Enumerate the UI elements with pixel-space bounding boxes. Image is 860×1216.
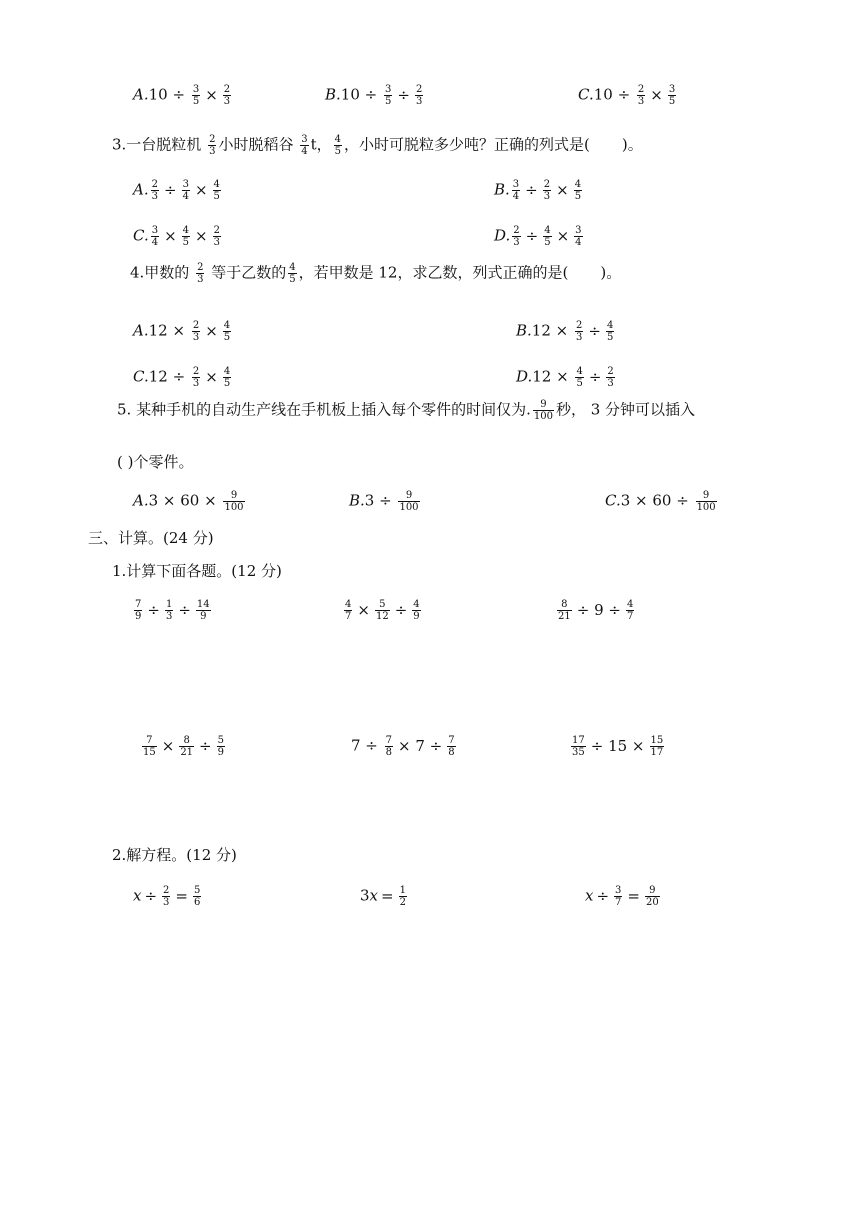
fraction: $\frac{2}{3}$ (576, 320, 583, 343)
fraction: $\frac{5}{9}$ (217, 735, 224, 758)
fraction: $\frac{3}{5}$ (192, 84, 200, 107)
section-3-title: 三、计算。(24 分) (88, 529, 214, 547)
q5-option-b: B.3 ÷ $\frac{9}{100}$ (349, 490, 419, 513)
sub-question-2-title: 2.解方程。(12 分) (112, 846, 237, 864)
fraction: $\frac{8}{21}$ (558, 599, 571, 622)
fraction: $\frac{8}{21}$ (180, 735, 194, 758)
fraction: $\frac{5}{12}$ (375, 599, 389, 622)
fraction: $\frac{4}{5}$ (223, 366, 231, 389)
fraction: $\frac{5}{6}$ (194, 885, 201, 908)
fraction: $\frac{7}{9}$ (135, 599, 142, 622)
fraction: $\frac{4}{5}$ (289, 262, 296, 285)
fraction: $\frac{15}{17}$ (650, 735, 664, 758)
q4-option-a: A.12 × $\frac{2}{3}$ × $\frac{4}{5}$ (133, 320, 231, 343)
calc-expression-4: $\frac{7}{15}$ × $\frac{8}{21}$ ÷ $\frac{5}{9}$ (143, 735, 224, 758)
fraction: $\frac{2}{3}$ (192, 366, 200, 389)
fraction: $\frac{4}{5}$ (574, 179, 582, 202)
sub-question-1-title: 1.计算下面各题。(12 分) (112, 562, 282, 580)
fraction: $\frac{4}{9}$ (413, 599, 420, 622)
fraction: $\frac{2}{3}$ (197, 262, 204, 285)
fraction: $\frac{14}{9}$ (196, 599, 210, 622)
q2-option-a: A.10 ÷ $\frac{3}{5}$ × $\frac{2}{3}$ (133, 84, 231, 107)
q4-option-c: C.12 ÷ $\frac{2}{3}$ × $\frac{4}{5}$ (133, 366, 231, 389)
fraction: $\frac{3}{4}$ (301, 134, 308, 157)
fraction: $\frac{3}{7}$ (615, 885, 622, 908)
fraction: $\frac{3}{4}$ (151, 225, 159, 248)
fraction: $\frac{2}{3}$ (543, 179, 551, 202)
fraction: $\frac{4}{7}$ (626, 599, 634, 622)
fraction: $\frac{2}{3}$ (637, 84, 645, 107)
fraction: $\frac{2}{3}$ (415, 84, 423, 107)
q3-option-a: A. $\frac{2}{3}$ ÷ $\frac{3}{4}$ × $\frac{4}{5}$ (133, 179, 220, 202)
fraction: $\frac{3}{4}$ (512, 179, 520, 202)
q4-option-b: B.12 × $\frac{2}{3}$ ÷ $\frac{4}{5}$ (516, 320, 614, 343)
fraction: $\frac{4}{7}$ (345, 599, 352, 622)
q5-option-a: A.3 × 60 × $\frac{9}{100}$ (133, 490, 244, 513)
fraction: $\frac{4}{5}$ (576, 366, 583, 389)
fraction: $\frac{4}{5}$ (223, 320, 231, 343)
fraction: $\frac{2}{3}$ (513, 225, 520, 248)
fraction: $\frac{4}{5}$ (606, 320, 614, 343)
fraction: $\frac{9}{100}$ (399, 490, 419, 513)
q2-option-b: B.10 ÷ $\frac{3}{5}$ ÷ $\frac{2}{3}$ (325, 84, 423, 107)
fraction: $\frac{7}{8}$ (448, 735, 455, 758)
fraction: $\frac{1}{2}$ (399, 885, 406, 908)
q3-option-b: B. $\frac{3}{4}$ ÷ $\frac{2}{3}$ × $\frac{4}{5}$ (494, 179, 582, 202)
fraction: $\frac{2}{3}$ (163, 885, 170, 908)
fraction: $\frac{3}{5}$ (668, 84, 676, 107)
equation-1: x ÷ $\frac{2}{3}$ = $\frac{5}{6}$ (133, 885, 201, 908)
fraction: $\frac{7}{15}$ (143, 735, 156, 758)
calc-expression-1: $\frac{7}{9}$ ÷ $\frac{1}{3}$ ÷ $\frac{14}{9}$ (135, 599, 210, 622)
fraction: $\frac{2}{3}$ (192, 320, 200, 343)
fraction: $\frac{9}{100}$ (696, 490, 716, 513)
calc-expression-5: 7 ÷ $\frac{7}{8}$ × 7 ÷ $\frac{7}{8}$ (351, 735, 455, 758)
fraction: $\frac{2}{3}$ (151, 179, 158, 202)
calc-expression-2: $\frac{4}{7}$ × $\frac{5}{12}$ ÷ $\frac{4}{9}$ (345, 599, 420, 622)
fraction: $\frac{9}{100}$ (224, 490, 244, 513)
calc-expression-6: $\frac{17}{35}$ ÷ 15 × $\frac{15}{17}$ (572, 735, 664, 758)
question-5-line-2: ( )个零件。 (117, 453, 194, 471)
fraction: $\frac{7}{8}$ (385, 735, 393, 758)
fraction: $\frac{4}{5}$ (182, 225, 190, 248)
fraction: $\frac{17}{35}$ (572, 735, 585, 758)
calc-expression-3: $\frac{8}{21}$ ÷ 9 ÷ $\frac{4}{7}$ (558, 599, 634, 622)
q2-option-c: C.10 ÷ $\frac{2}{3}$ × $\frac{3}{5}$ (578, 84, 676, 107)
fraction: $\frac{2}{3}$ (223, 84, 231, 107)
q5-option-c: C.3 × 60 ÷ $\frac{9}{100}$ (605, 490, 716, 513)
fraction: $\frac{3}{4}$ (182, 179, 189, 202)
fraction: $\frac{9}{100}$ (533, 399, 553, 422)
q3-option-d: D. $\frac{2}{3}$ ÷ $\frac{4}{5}$ × $\frac{3}{4}$ (494, 225, 582, 248)
fraction: $\frac{2}{3}$ (607, 366, 614, 389)
q4-option-d: D.12 × $\frac{4}{5}$ ÷ $\frac{2}{3}$ (516, 366, 614, 389)
question-5: 5. 某种手机的自动生产线在手机板上插入每个零件的时间仅为. $\frac{9}{100}$ 秒， 3 分钟可以插入 (117, 399, 696, 422)
fraction: $\frac{2}{3}$ (213, 225, 220, 248)
equation-2: 3x = $\frac{1}{2}$ (360, 885, 406, 908)
fraction: $\frac{9}{20}$ (646, 885, 659, 908)
fraction: $\frac{3}{5}$ (385, 84, 392, 107)
fraction: $\frac{4}{5}$ (213, 179, 220, 202)
fraction: $\frac{2}{3}$ (209, 134, 216, 157)
q3-option-c: C. $\frac{3}{4}$ × $\frac{4}{5}$ × $\frac{2}{3}$ (133, 225, 220, 248)
fraction: $\frac{3}{4}$ (575, 225, 582, 248)
question-4: 4.甲数的 $\frac{2}{3}$ 等于乙数的 $\frac{4}{5}$ ，若甲数是 12，求乙数，列式正确的是( )。 (130, 262, 622, 285)
equation-3: x ÷ $\frac{3}{7}$ = $\frac{9}{20}$ (585, 885, 659, 908)
question-3: 3.一台脱粒机 $\frac{2}{3}$ 小时脱稻谷 $\frac{3}{4}$ t， $\frac{4}{5}$ ，小时可脱粒多少吨？正确的列式是( )。 (112, 134, 643, 157)
fraction: $\frac{1}{3}$ (165, 599, 173, 622)
fraction: $\frac{4}{5}$ (544, 225, 551, 248)
fraction: $\frac{4}{5}$ (334, 134, 342, 157)
